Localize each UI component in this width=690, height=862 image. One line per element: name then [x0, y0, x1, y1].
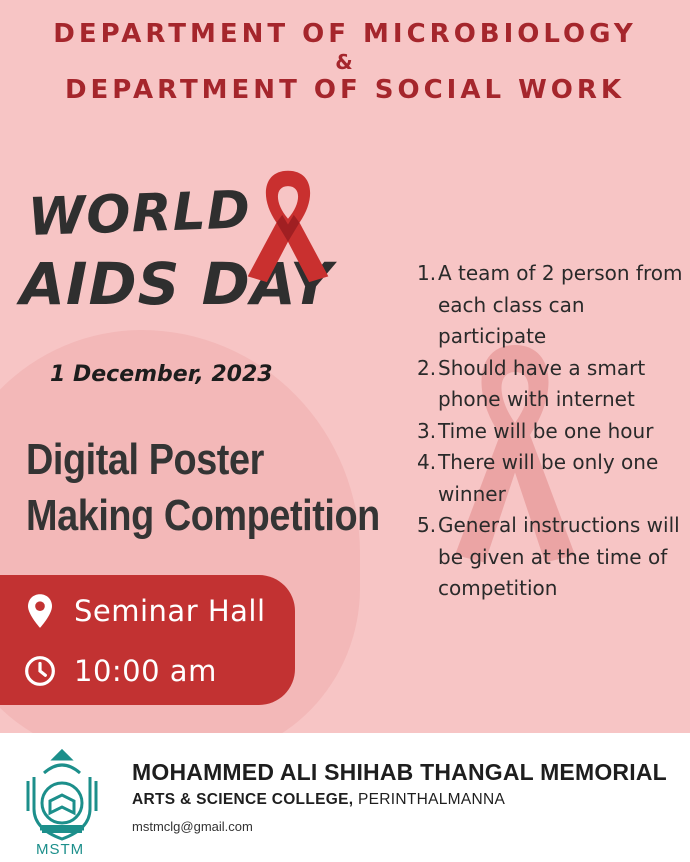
time-row: [24, 653, 217, 689]
college-subtitle: [132, 791, 505, 809]
rule-item: 1. A team of 2 person from each class can participate: [417, 261, 683, 348]
college-email: mstmclg@gmail.com: [132, 819, 253, 834]
location-text: Seminar Hall: [74, 594, 266, 628]
college-footer: [0, 733, 690, 862]
competition-line1: Digital Poster: [26, 435, 264, 484]
rule-item: 4. There will be only one winner: [417, 450, 659, 506]
event-title-line1: WORLD: [26, 180, 252, 248]
college-place: PERINTHALMANNA: [353, 791, 506, 808]
clock-icon: [24, 653, 56, 689]
venue-info: [0, 575, 295, 705]
time-text: 10:00 am: [74, 654, 217, 688]
location-row: [24, 593, 266, 629]
rule-item: 2. Should have a smart phone with internet: [417, 355, 646, 411]
rules-list: [417, 258, 687, 605]
college-logo-icon: [22, 741, 102, 853]
department-social-work: DEPARTMENT OF SOCIAL WORK: [64, 75, 626, 105]
event-date: 1 December, 2023: [50, 362, 273, 387]
header: [0, 18, 690, 106]
competition-title: [26, 432, 380, 544]
ampersand: &: [335, 50, 355, 74]
college-name: MOHAMMED ALI SHIHAB THANGAL MEMORIAL: [132, 759, 667, 785]
rule-item: 5. General instructions will be given at the time of competition: [417, 513, 680, 600]
location-pin-icon: [24, 593, 56, 629]
red-ribbon-icon: [240, 165, 336, 285]
rule-item: 3. Time will be one hour: [417, 418, 654, 443]
college-type: ARTS & SCIENCE COLLEGE,: [132, 791, 354, 808]
event-title-line2: AIDS DAY: [20, 250, 333, 318]
logo-label: MSTM: [36, 841, 85, 858]
department-microbiology: DEPARTMENT OF MICROBIOLOGY: [53, 19, 637, 49]
competition-line2: Making Competition: [26, 491, 380, 540]
